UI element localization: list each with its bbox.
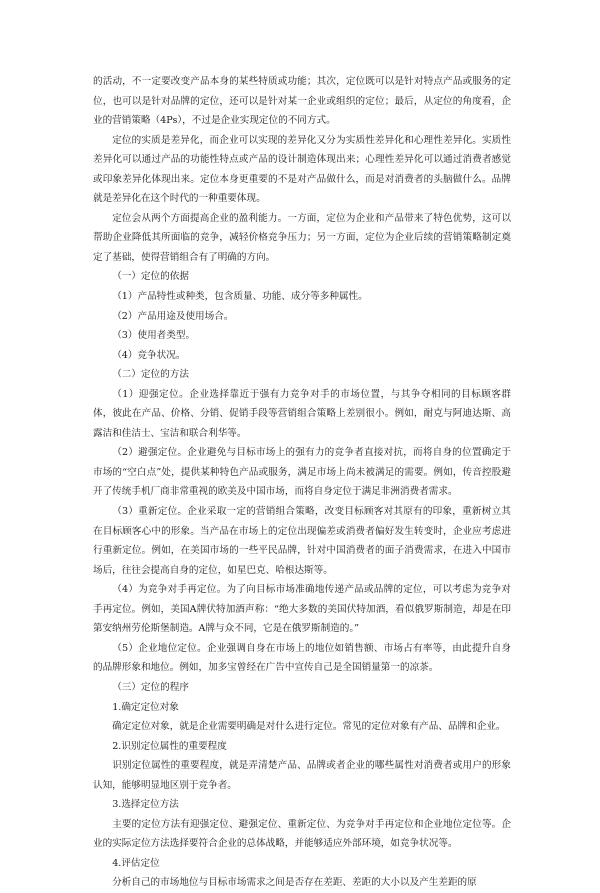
section-heading-methods: （二）定位的方法 [112,369,189,381]
method-repositioning: （3）重新定位。企业采取一定的营销组合策略，改变目标顾客对其原有的印象，重新树立其在目标顾客心中的形象。当产品在市场上的定位出现偏差或消费者偏好发生转变时，企业应考虑进行重新定位。例如，在美国市场的一些平民品牌，针对中国消费者的面子消费需求，在进入中国市场后，往往会提高自身的定位，如星巴克、哈根达斯等。 [93,506,511,576]
method-competitor-repositioning: （4）为竞争对手再定位。为了向目标市场准确地传递产品或品牌的定位，可以考虑为竞争对手再定位。例如，美国A牌伏特加酒声称：“绝大多数的美国伏特加酒，看似俄罗斯制造，却是在印第安纳州劳伦斯堡制造。A牌与众不同，它是在俄罗斯制造的。” [93,584,511,635]
procedure-step-1-body: 确定定位对象，就是企业需要明确是对什么进行定位。常见的定位对象有产品、品牌和企业。 [112,721,506,733]
list-item-basis-3: （3）使用者类型。 [112,330,196,342]
procedure-step-3-title: 3.选择定位方法 [112,799,179,811]
method-avoidance: （2）避强定位。企业避免与目标市场上的强有力的竞争者直接对抗，而将自身的位置确定于市场的“空白点”处，提供某种特色产品或服务，满足市场上尚未被满足的需要。例如，传音控股避开了传统手机厂商非常重视的欧美及中国市场，而将自身定位于满足非洲消费者需求。 [93,447,511,498]
list-item-basis-2: （2）产品用途及使用场合。 [112,310,234,322]
paragraph-positioning-profit: 定位会从两个方面提高企业的盈利能力。一方面，定位为企业和产品带来了特色优势，这可以帮助企业降低其所面临的竞争，减轻价格竞争压力；另一方面，定位为企业后续的营销策略制定奠定了基础，使得营销组合有了明确的方向。 [93,212,511,263]
document-page [93,72,511,893]
section-heading-basis: （一）定位的依据 [112,271,189,283]
paragraph-positioning-essence: 定位的实质是差异化，而企业可以实现的差异化又分为实质性差异化和心理性差异化。实质性差异化可以通过产品的功能性特点或产品的设计制造体现出来；心理性差异化可以通过消费者感觉或印象差异化体现出来。定位本身更重要的不是对产品做什么，而是对消费者的头脑做什么。品牌就是差异化在这个时代的一种重要体现。 [93,134,511,205]
procedure-step-4-body: 分析自己的市场地位与目标市场需求之间是否存在差距、差距的大小以及产生差距的原 [112,877,477,889]
method-market-status: （5）企业地位定位。企业强调自身在市场上的地位如销售额、市场占有率等，由此提升自身的品牌形象和地位。例如，加多宝曾经在广告中宣传自己是全国销量第一的凉茶。 [93,642,511,674]
procedure-step-3-body: 主要的定位方法有迎强定位、避强定位、重新定位、为竞争对手再定位和企业地位定位等。企业的实际定位方法选择要符合企业的总体战略，并能够适应外部环境，如竞争状况等。 [93,818,511,850]
method-head-on: （1）迎强定位。企业选择靠近于强有力竞争对手的市场位置，与其争夺相同的目标顾客群体，彼此在产品、价格、分销、促销手段等营销组合策略上差别很小。例如，耐克与阿迪达斯、高露洁和佳洁士、宝洁和联合利华等。 [93,388,511,439]
paragraph-continuation: 的活动，不一定要改变产品本身的某些特质或功能；其次，定位既可以是针对特点产品或服务的定位，也可以是针对品牌的定位，还可以是针对某一企业或组织的定位；最后，从定位的角度看，企业的营销策略（4Ps），不过是企业实现定位的不同方式。 [93,76,511,127]
section-heading-procedure: （三）定位的程序 [112,681,189,693]
list-item-basis-4: （4）竞争状况。 [112,349,186,361]
list-item-basis-1: （1）产品特性或种类，包含质量、功能、成分等多种属性。 [112,291,368,303]
procedure-step-2-body: 识别定位属性的重要程度，就是弄清楚产品、品牌或者企业的哪些属性对消费者或用户的形象认知，能够明显地区别于竞争者。 [93,760,511,791]
procedure-step-2-title: 2.识别定位属性的重要程度 [112,740,227,752]
procedure-step-1-title: 1.确定定位对象 [112,701,179,713]
procedure-step-4-title: 4.评估定位 [112,857,160,869]
